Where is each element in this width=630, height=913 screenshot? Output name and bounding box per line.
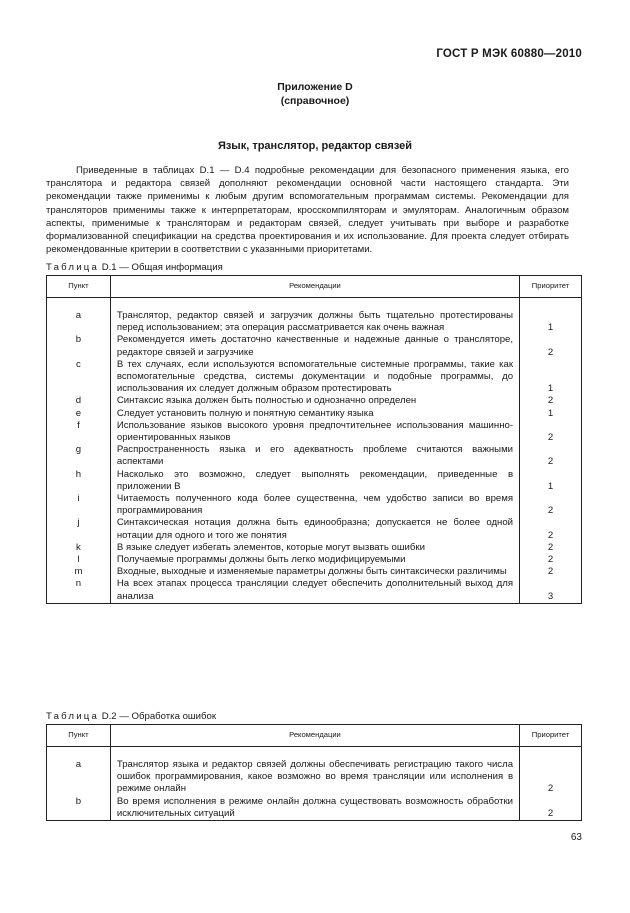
table-row — [47, 517, 582, 541]
table1-title: D.1 — Общая информация — [101, 262, 223, 273]
row-recommendation: Читаемость полученного кода более существенна, чем удобство записи во время программирования — [110, 493, 519, 517]
table-row — [47, 310, 582, 334]
table1-label: Таблица — [46, 262, 100, 273]
row-item: k — [47, 542, 111, 554]
table1-header-row — [47, 276, 582, 298]
table-row — [47, 566, 582, 578]
table2-caption — [46, 711, 216, 722]
row-priority: 2 — [520, 566, 582, 578]
row-item: j — [47, 517, 111, 541]
row-priority: 1 — [520, 310, 582, 334]
table-row — [47, 493, 582, 517]
row-item: e — [47, 408, 111, 420]
table-spacer-row — [47, 298, 582, 311]
row-recommendation: Распространенность языка и его адекватность проблеме считаются важными аспектами — [110, 444, 519, 468]
row-item: a — [47, 759, 111, 796]
row-recommendation: В языке следует избегать элементов, которые могут вызвать ошибки — [110, 542, 519, 554]
row-recommendation: Использование языков высокого уровня предпочтительнее использования машинно-ориентированных языков — [110, 420, 519, 444]
table1-col-item: Пункт — [47, 276, 111, 298]
row-recommendation: Синтаксическая нотация должна быть единообразна; допускается не более одной нотации для одного и того же понятия — [110, 517, 519, 541]
row-recommendation: Синтаксис языка должен быть полностью и однозначно определен — [110, 395, 519, 407]
table1-col-recommendations: Рекомендации — [110, 276, 519, 298]
table-spacer-row — [47, 747, 582, 760]
row-priority: 2 — [520, 334, 582, 358]
row-priority: 2 — [520, 554, 582, 566]
row-priority: 2 — [520, 542, 582, 554]
table-row — [47, 395, 582, 407]
table2-title: D.2 — Обработка ошибок — [101, 711, 217, 722]
table-row — [47, 759, 582, 796]
table-error-handling — [46, 724, 582, 821]
table-general-information — [46, 275, 582, 604]
table2-col-recommendations: Рекомендации — [110, 725, 519, 747]
table-row — [47, 796, 582, 821]
annex-subtitle: (справочное) — [280, 95, 350, 107]
row-item: m — [47, 566, 111, 578]
row-item: b — [47, 796, 111, 821]
table2-col-priority: Приоритет — [520, 725, 582, 747]
row-item: a — [47, 310, 111, 334]
row-priority: 3 — [520, 578, 582, 603]
row-item: i — [47, 493, 111, 517]
row-priority: 2 — [520, 759, 582, 796]
table-row — [47, 444, 582, 468]
row-priority: 1 — [520, 469, 582, 493]
table-row — [47, 420, 582, 444]
intro-paragraph: Приведенные в таблицах D.1 — D.4 подробные рекомендации для безопасного применения языка, его транслятора и редактора связей дополняют рекомендации основной части настоящего стандарта. Эти рекомендации также применимы к любым другим вспомогательным программам системы. Рекомендации для трансляторов применимы также к интерпретаторам, кросскомпиляторам и эмуляторам. Аналогичным образом аспекты, применимые к трансляторам и редакторам связей, следует учитывать при выборе и разработке формализованной спецификации на средства проектирования и их использование. Для проекта следует отбирать рекомендованные критерии в соответствии с указанными приоритетами. — [46, 165, 569, 256]
row-recommendation: В тех случаях, если используются вспомогательные системные программы, такие как вспомогательные средства, системы документации и подобные программы, до использования их следует должным образом протестировать — [110, 359, 519, 396]
standard-header: ГОСТ Р МЭК 60880—2010 — [436, 48, 582, 60]
table-row — [47, 408, 582, 420]
table2-col-item: Пункт — [47, 725, 111, 747]
table-row — [47, 359, 582, 396]
row-item: f — [47, 420, 111, 444]
row-priority: 1 — [520, 408, 582, 420]
row-item: b — [47, 334, 111, 358]
annex-title: Приложение D — [277, 81, 353, 93]
row-recommendation: Транслятор языка и редактор связей должны обеспечивать регистрацию такого числа ошибок программирования, какое возможно во время трансляции или исполнения в режиме онлайн — [110, 759, 519, 796]
table2-header-row — [47, 725, 582, 747]
row-item: l — [47, 554, 111, 566]
row-priority: 2 — [520, 444, 582, 468]
page-number: 63 — [570, 832, 582, 843]
row-recommendation: Получаемые программы должны быть легко модифицируемыми — [110, 554, 519, 566]
row-item: n — [47, 578, 111, 603]
row-recommendation: Рекомендуется иметь достаточно качественные и надежные данные о трансляторе, редакторе связей и загрузчике — [110, 334, 519, 358]
row-priority: 2 — [520, 493, 582, 517]
table2-label: Таблица — [46, 711, 100, 722]
row-priority: 2 — [520, 420, 582, 444]
table-row — [47, 469, 582, 493]
row-recommendation: Во время исполнения в режиме онлайн должна существовать возможность обработки исключительных ситуаций — [110, 796, 519, 821]
row-priority: 2 — [520, 796, 582, 821]
row-recommendation: Следует установить полную и понятную семантику языка — [110, 408, 519, 420]
row-recommendation: Входные, выходные и изменяемые параметры должны быть синтаксически различимы — [110, 566, 519, 578]
annex-heading — [0, 80, 630, 108]
section-title: Язык, транслятор, редактор связей — [217, 140, 413, 152]
row-item: g — [47, 444, 111, 468]
row-item: c — [47, 359, 111, 396]
row-recommendation: На всех этапах процесса трансляции следует обеспечить дополнительный выход для анализа — [110, 578, 519, 603]
row-item: d — [47, 395, 111, 407]
table1-col-priority: Приоритет — [520, 276, 582, 298]
row-recommendation: Транслятор, редактор связей и загрузчик должны быть тщательно протестированы перед использованием; эта операция рассматривается как очень важная — [110, 310, 519, 334]
table-row — [47, 578, 582, 603]
table1-caption — [46, 262, 223, 273]
table-row — [47, 542, 582, 554]
row-recommendation: Насколько это возможно, следует выполнять рекомендации, приведенные в приложении B — [110, 469, 519, 493]
row-priority: 2 — [520, 395, 582, 407]
table-row — [47, 554, 582, 566]
row-priority: 2 — [520, 517, 582, 541]
table-row — [47, 334, 582, 358]
row-item: h — [47, 469, 111, 493]
row-priority: 1 — [520, 359, 582, 396]
